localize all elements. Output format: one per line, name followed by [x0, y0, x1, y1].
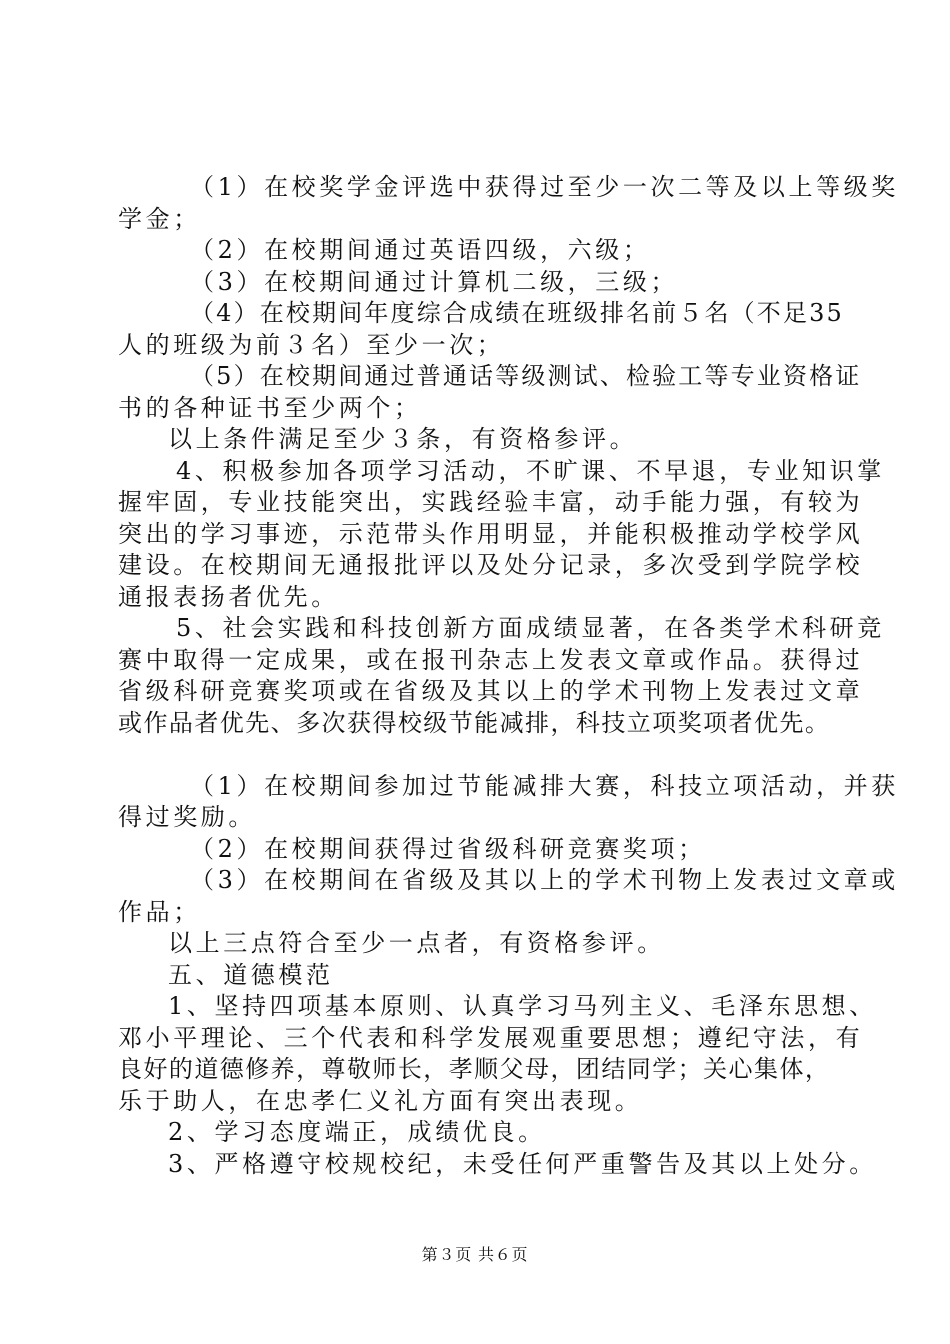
page-footer: 第３页 共６页 — [421, 1245, 529, 1264]
text-line: 突出的学习事迹，示范带头作用明显，并能积极推动学校学风 — [118, 519, 864, 548]
text-line: 4、积极参加各项学习活动，不旷课、不早退，专业知识掌 — [176, 456, 885, 485]
text-line: 学金； — [118, 204, 201, 233]
text-line: 3、严格遵守校规校纪，未受任何严重警告及其以上处分。 — [168, 1149, 877, 1178]
text-line: 1、坚持四项基本原则、认真学习马列主义、毛泽东思想、 — [168, 992, 877, 1020]
text-line: （5）在校期间通过普通话等级测试、检验工等专业资格证 — [190, 362, 862, 390]
text-line: 邓小平理论、三个代表和科学发展观重要思想；遵纪守法，有 — [118, 1023, 864, 1052]
text-line: 乐于助人，在忠孝仁义礼方面有突出表现。 — [118, 1086, 643, 1115]
text-line: 2、学习态度端正，成绩优良。 — [168, 1118, 546, 1146]
text-line: 5、社会实践和科技创新方面成绩显著，在各类学术科研竞 — [176, 614, 885, 642]
text-line: 握牢固，专业技能突出，实践经验丰富，动手能力强，有较为 — [118, 488, 864, 516]
text-line: 作品； — [118, 897, 201, 926]
text-line: 得过奖励。 — [118, 803, 256, 831]
text-line: 人的班级为前３名）至少一次； — [118, 330, 505, 359]
text-line: （1）在校奖学金评选中获得过至少一次二等及以上等级奖 — [190, 173, 899, 201]
text-line: （3）在校期间在省级及其以上的学术刊物上发表过文章或 — [190, 866, 899, 894]
text-line: （2）在校期间获得过省级科研竞赛奖项； — [190, 834, 706, 863]
paragraph-gap — [118, 739, 836, 771]
text-line: 以上三点符合至少一点者，有资格参评。 — [168, 929, 665, 957]
text-line: 建设。在校期间无通报批评以及处分记录，多次受到学院学校 — [118, 551, 864, 579]
text-line: 以上条件满足至少３条，有资格参评。 — [168, 425, 638, 453]
text-line: 赛中取得一定成果，或在报刊杂志上发表文章或作品。获得过 — [118, 645, 864, 674]
text-line: 书的各种证书至少两个； — [118, 393, 422, 422]
text-line: 省级科研竞赛奖项或在省级及其以上的学术刊物上发表过文章 — [118, 677, 864, 705]
section-heading: 五、道德模范 — [168, 960, 334, 989]
text-line: （4）在校期间年度综合成绩在班级排名前５名（不足35 — [190, 299, 844, 327]
text-line: （1）在校期间参加过节能减排大赛，科技立项活动，并获 — [190, 771, 899, 800]
text-line: 良好的道德修养，尊敬师长，孝顺父母，团结同学；关心集体， — [118, 1055, 831, 1083]
text-line: （2）在校期间通过英语四级，六级； — [190, 236, 651, 264]
document-body — [118, 172, 899, 1180]
text-line: 通报表扬者优先。 — [118, 582, 339, 611]
text-line: 或作品者优先、多次获得校级节能减排，科技立项奖项者优先。 — [118, 708, 831, 737]
text-line: （3）在校期间通过计算机二级，三级； — [190, 267, 679, 296]
